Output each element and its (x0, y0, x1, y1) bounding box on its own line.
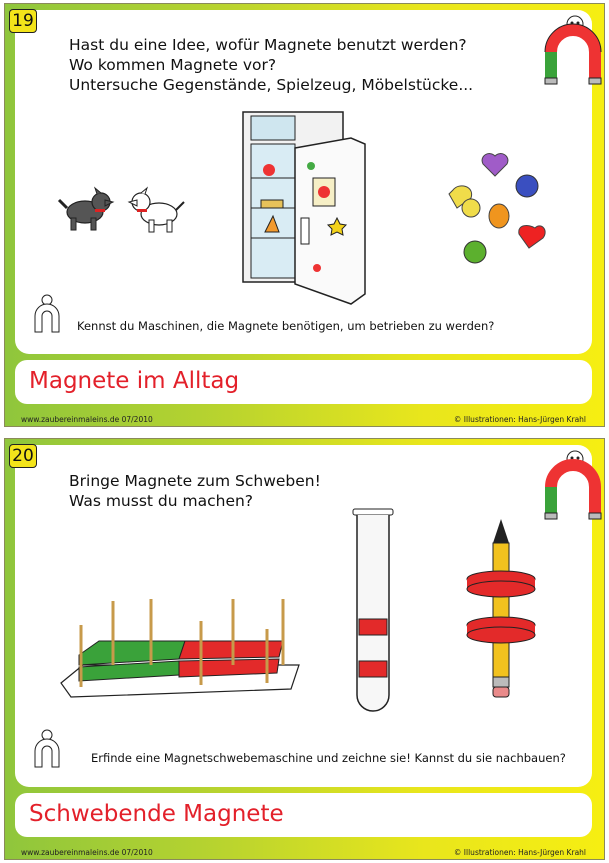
dogs-illustration (55, 180, 195, 240)
card-19-hint: Kennst du Maschinen, die Magnete benötigen, um betrieben zu werden? (77, 319, 495, 333)
question-line: Was musst du machen? (69, 492, 254, 510)
card-20-title: Schwebende Magnete (29, 801, 284, 827)
question-line: Hast du eine Idee, wofür Magnete benutzt werden? (69, 36, 467, 54)
test-tube-illustration (349, 509, 409, 719)
card-19-content (15, 10, 592, 354)
magnet-board-illustration (61, 595, 301, 705)
question-line: Untersuche Gegenstände, Spielzeug, Möbelstücke... (69, 76, 474, 94)
fridge-illustration (241, 108, 371, 308)
card-19-title: Magnete im Alltag (29, 368, 240, 394)
card-20 (4, 438, 605, 860)
card-19-question (69, 35, 473, 95)
horseshoe-magnet-icon (545, 14, 603, 92)
question-line: Bringe Magnete zum Schweben! (69, 472, 321, 490)
card-number-badge: 19 (9, 9, 37, 33)
card-20-title-box (15, 793, 592, 837)
black-dog-icon (59, 188, 113, 230)
card-19 (4, 3, 605, 427)
footer-credits: © Illustrationen: Hans-Jürgen Krahl (453, 848, 586, 857)
question-line: Wo kommen Magnete vor? (69, 56, 277, 74)
card-19-title-box (15, 360, 592, 404)
card-20-question (69, 471, 321, 511)
white-dog-icon (129, 188, 184, 232)
small-magnet-icon (31, 729, 63, 773)
small-magnet-icon (31, 294, 63, 338)
pencil-ring-magnets-illustration (463, 519, 547, 709)
horseshoe-magnet-icon (545, 449, 603, 527)
card-20-hint: Erfinde eine Magnetschwebemaschine und zeichne sie! Kannst du sie nachbauen? (91, 751, 566, 765)
colored-magnets-illustration (435, 152, 555, 272)
footer-website: www.zaubereinmaleins.de 07/2010 (21, 415, 153, 424)
card-number-badge: 20 (9, 444, 37, 468)
card-20-content (15, 445, 592, 787)
footer-website: www.zaubereinmaleins.de 07/2010 (21, 848, 153, 857)
footer-credits: © Illustrationen: Hans-Jürgen Krahl (453, 415, 586, 424)
